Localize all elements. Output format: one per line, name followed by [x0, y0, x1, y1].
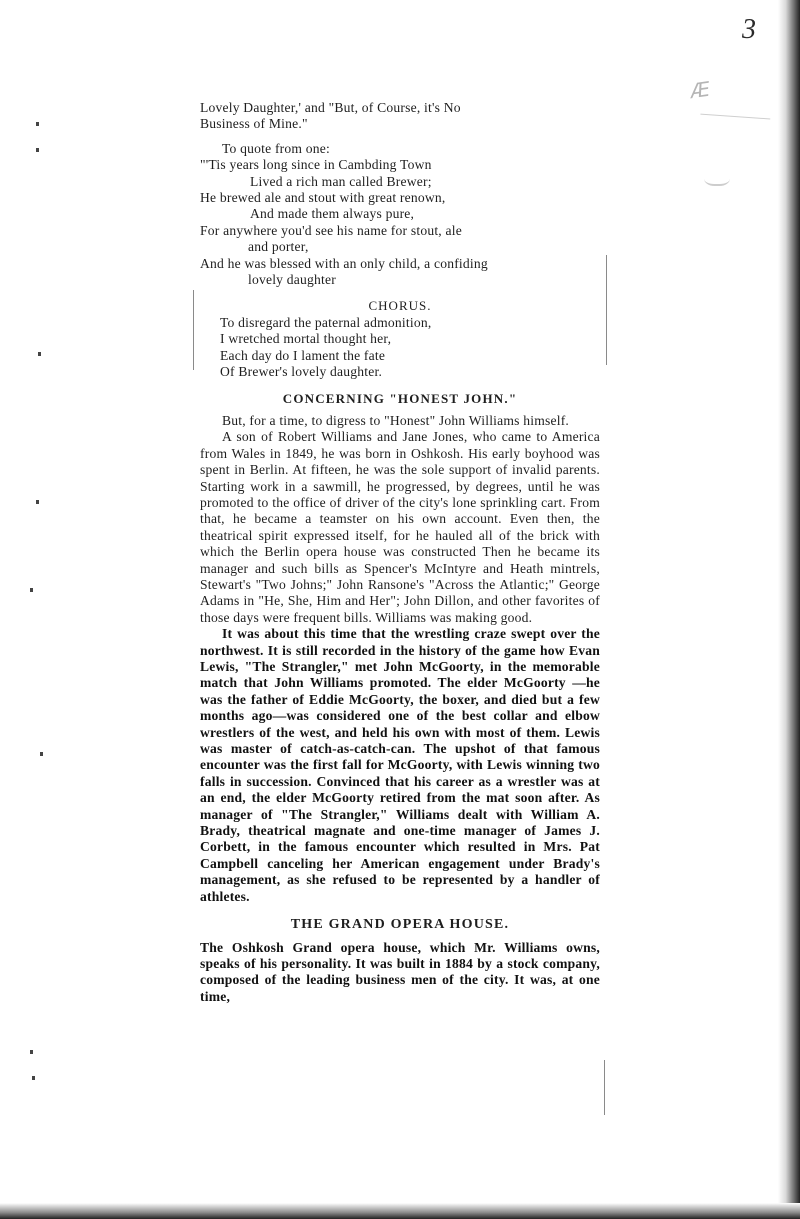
verse-line: "'Tis years long since in Cambding Town: [200, 157, 432, 173]
verse-line: He brewed ale and stout with great renown,: [200, 190, 446, 206]
margin-dot: [30, 1050, 33, 1054]
margin-dot: [40, 752, 43, 756]
quote-intro: To quote from one:: [222, 140, 330, 156]
paragraph: The Oshkosh Grand opera house, which Mr. Williams owns, speaks of his personality. It was built in 1884 by a stock company, composed of the leading business men of the city. It was, at one time,: [200, 939, 600, 1004]
margin-dot: [36, 148, 39, 152]
verse-line: And he was blessed with an only child, a confiding: [200, 255, 488, 271]
paragraph: It was about this time that the wrestling craze swept over the northwest. It is still recorded in the history of the game how Evan Lewis, "The Strangler," met John McGoorty, in the memorable match that John Williams promoted. The elder McGoorty —he was the father of Eddie McGoorty, the boxer, and died but a few months ago—was considered one of the best collar and elbow wrestlers of the west, and held his own with most of them. Lewis was master of catch-as-catch-can. The upshot of that famous encounter was the first fall for McGoorty, with Lewis winning two falls in succession. Convinced that his career as a wrestler was at an end, the elder McGoorty retired from the mat soon after. As manager of "The Strangler," Williams dealt with William A. Brady, theatrical magnate and one-time manager of James J. Corbett, in the famous encounter which resulted in Mrs. Pat Campbell canceling her American engagement under Brady's management, as she refused to be represented by a handler of athletes.: [200, 626, 600, 904]
clipping-edge-left: [193, 290, 194, 370]
margin-dot: [36, 500, 39, 504]
page-number: 3: [742, 14, 756, 45]
margin-dot: [36, 122, 39, 126]
section-heading: THE GRAND OPERA HOUSE.: [290, 917, 510, 933]
scan-edge-shadow: [778, 0, 800, 1219]
pencil-scribble: [700, 114, 771, 130]
clipping-edge-right: [606, 255, 607, 365]
verse-line: And made them always pure,: [250, 206, 415, 222]
paragraph: But, for a time, to digress to "Honest" John Williams himself.: [222, 412, 570, 428]
verse-line: Lived a rich man called Brewer;: [250, 173, 432, 189]
scan-bottom-shadow: [0, 1203, 800, 1219]
chorus-line: Each day do I lament the fate: [220, 347, 386, 363]
chorus-line: To disregard the paternal admonition,: [220, 314, 432, 330]
chorus-line: I wretched mortal thought her,: [220, 331, 392, 347]
margin-dot: [38, 352, 41, 356]
pencil-annotation: Æ: [688, 76, 712, 104]
paragraph: A son of Robert Williams and Jane Jones, who came to America from Wales in 1849, he was born in Oshkosh. His early boyhood was spent in Berlin. At fifteen, he was the sole support of invalid parents. Starting work in a sawmill, he progressed, by degrees, until he was promoted to the office of driver of the city's lone sprinkling cart. From that, he became a teamster on his own account. Even then, the theatrical spirit expressed itself, for he hauled all of the brick with which the Berlin opera house was constructed Then he became its manager and such bills as Spencer's McIntyre and Heath mintrels, Stewart's "Two Johns;" John Ransone's "Across the Atlantic;" George Adams in "He, She, Him and Her"; John Dillon, and other favorites of those days were frequent bills. Williams was making good.: [200, 429, 600, 625]
opening-line: Lovely Daughter,' and "But, of Course, it's No: [200, 100, 461, 115]
margin-dot: [32, 1076, 35, 1080]
opening-line: Business of Mine.": [200, 116, 308, 132]
pencil-mark: [704, 168, 730, 186]
song-verse: [200, 157, 600, 288]
verse-line: and porter,: [248, 239, 309, 255]
section-heading: CONCERNING "HONEST JOHN.": [282, 390, 518, 406]
chorus-line: Of Brewer's lovely daughter.: [220, 364, 383, 380]
chorus-title: CHORUS.: [368, 298, 432, 314]
newspaper-clipping: [200, 100, 600, 1180]
clipping-edge-right: [604, 1060, 605, 1115]
verse-line: lovely daughter: [248, 272, 336, 288]
chorus: [200, 315, 600, 381]
verse-line: For anywhere you'd see his name for stout, ale: [200, 222, 462, 238]
margin-dot: [30, 588, 33, 592]
